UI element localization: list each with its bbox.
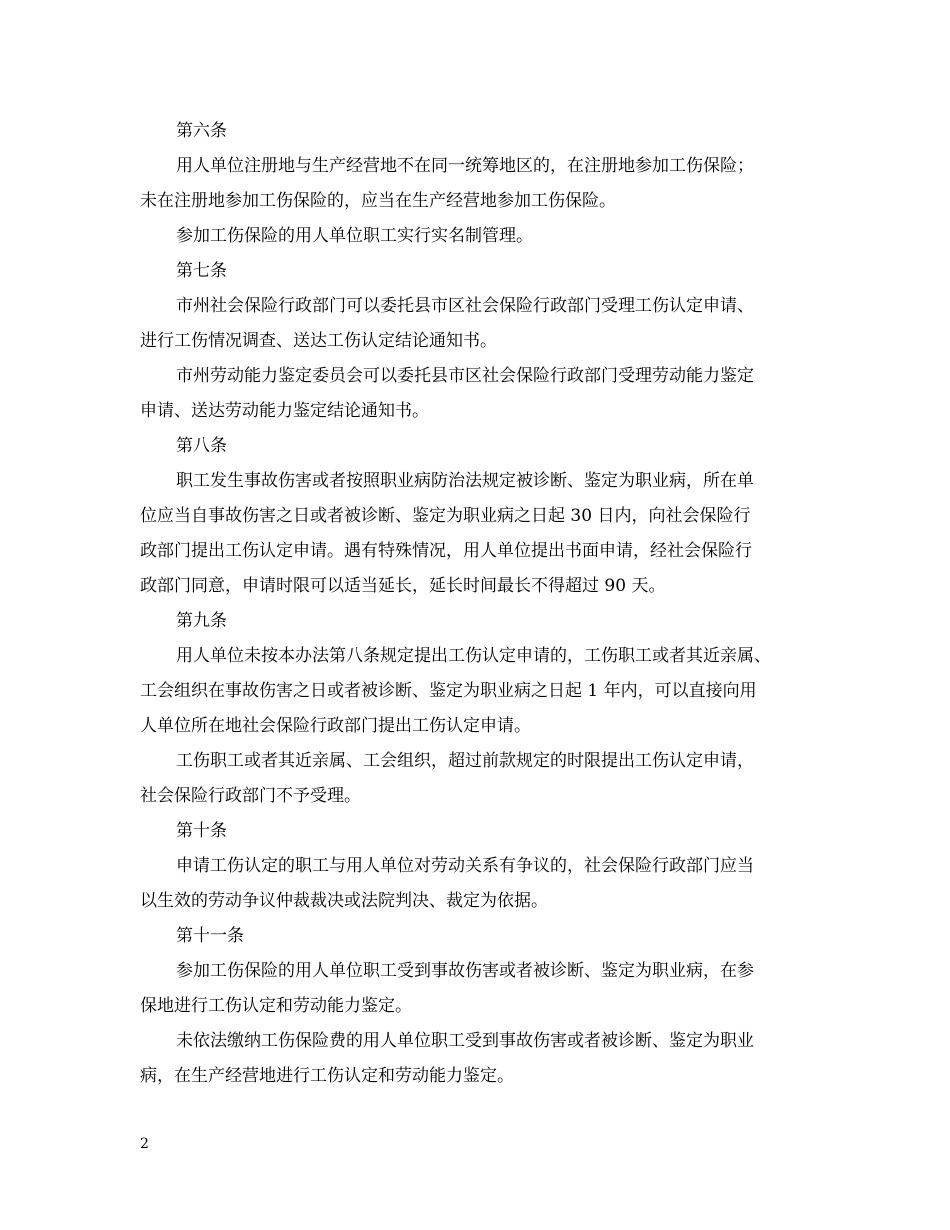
paragraph-line: 人单位所在地社会保险行政部门提出工伤认定申请。	[140, 716, 531, 736]
article-heading: 第十一条	[176, 926, 244, 946]
article-heading: 第九条	[176, 611, 227, 631]
paragraph-line: 进行工伤情况调查、送达工伤认定结论通知书。	[140, 331, 497, 351]
article-heading: 第十条	[176, 821, 227, 841]
paragraph-line: 参加工伤保险的用人单位职工受到事故伤害或者被诊断、鉴定为职业病，在参	[176, 961, 754, 981]
paragraph-line: 病，在生产经营地进行工伤认定和劳动能力鉴定。	[140, 1066, 514, 1086]
paragraph-line: 申请、送达劳动能力鉴定结论通知书。	[140, 401, 429, 421]
paragraph-line: 工会组织在事故伤害之日或者被诊断、鉴定为职业病之日起 1 年内，可以直接向用	[140, 681, 757, 701]
article-heading: 第八条	[176, 436, 227, 456]
document-body	[140, 114, 830, 1094]
article-heading: 第六条	[176, 121, 227, 141]
paragraph-line: 保地进行工伤认定和劳动能力鉴定。	[140, 996, 412, 1016]
paragraph-line: 政部门提出工伤认定申请。遇有特殊情况，用人单位提出书面申请，经社会保险行	[140, 541, 752, 561]
paragraph-line: 参加工伤保险的用人单位职工实行实名制管理。	[176, 226, 533, 246]
paragraph-line: 以生效的劳动争议仲裁裁决或法院判决、裁定为依据。	[140, 891, 548, 911]
paragraph-line: 职工发生事故伤害或者按照职业病防治法规定被诊断、鉴定为职业病，所在单	[176, 471, 754, 491]
paragraph-line: 用人单位注册地与生产经营地不在同一统筹地区的，在注册地参加工伤保险；	[176, 156, 754, 176]
paragraph-line: 政部门同意，申请时限可以适当延长，延长时间最长不得超过 90 天。	[140, 576, 666, 596]
paragraph-line: 社会保险行政部门不予受理。	[140, 786, 361, 806]
paragraph-line: 申请工伤认定的职工与用人单位对劳动关系有争议的，社会保险行政部门应当	[176, 856, 754, 876]
paragraph-line: 用人单位未按本办法第八条规定提出工伤认定申请的，工伤职工或者其近亲属、	[176, 646, 771, 666]
paragraph-line: 市州社会保险行政部门可以委托县市区社会保险行政部门受理工伤认定申请、	[176, 296, 754, 316]
article-heading: 第七条	[176, 261, 227, 281]
paragraph-line: 工伤职工或者其近亲属、工会组织，超过前款规定的时限提出工伤认定申请，	[176, 751, 754, 771]
paragraph-line: 未依法缴纳工伤保险费的用人单位职工受到事故伤害或者被诊断、鉴定为职业	[176, 1031, 754, 1051]
page-number: 2	[140, 1136, 149, 1152]
paragraph-line: 未在注册地参加工伤保险的，应当在生产经营地参加工伤保险。	[140, 191, 616, 211]
paragraph-line: 市州劳动能力鉴定委员会可以委托县市区社会保险行政部门受理劳动能力鉴定	[176, 366, 754, 386]
paragraph-line: 位应当自事故伤害之日或者被诊断、鉴定为职业病之日起 30 日内，向社会保险行	[140, 506, 751, 526]
